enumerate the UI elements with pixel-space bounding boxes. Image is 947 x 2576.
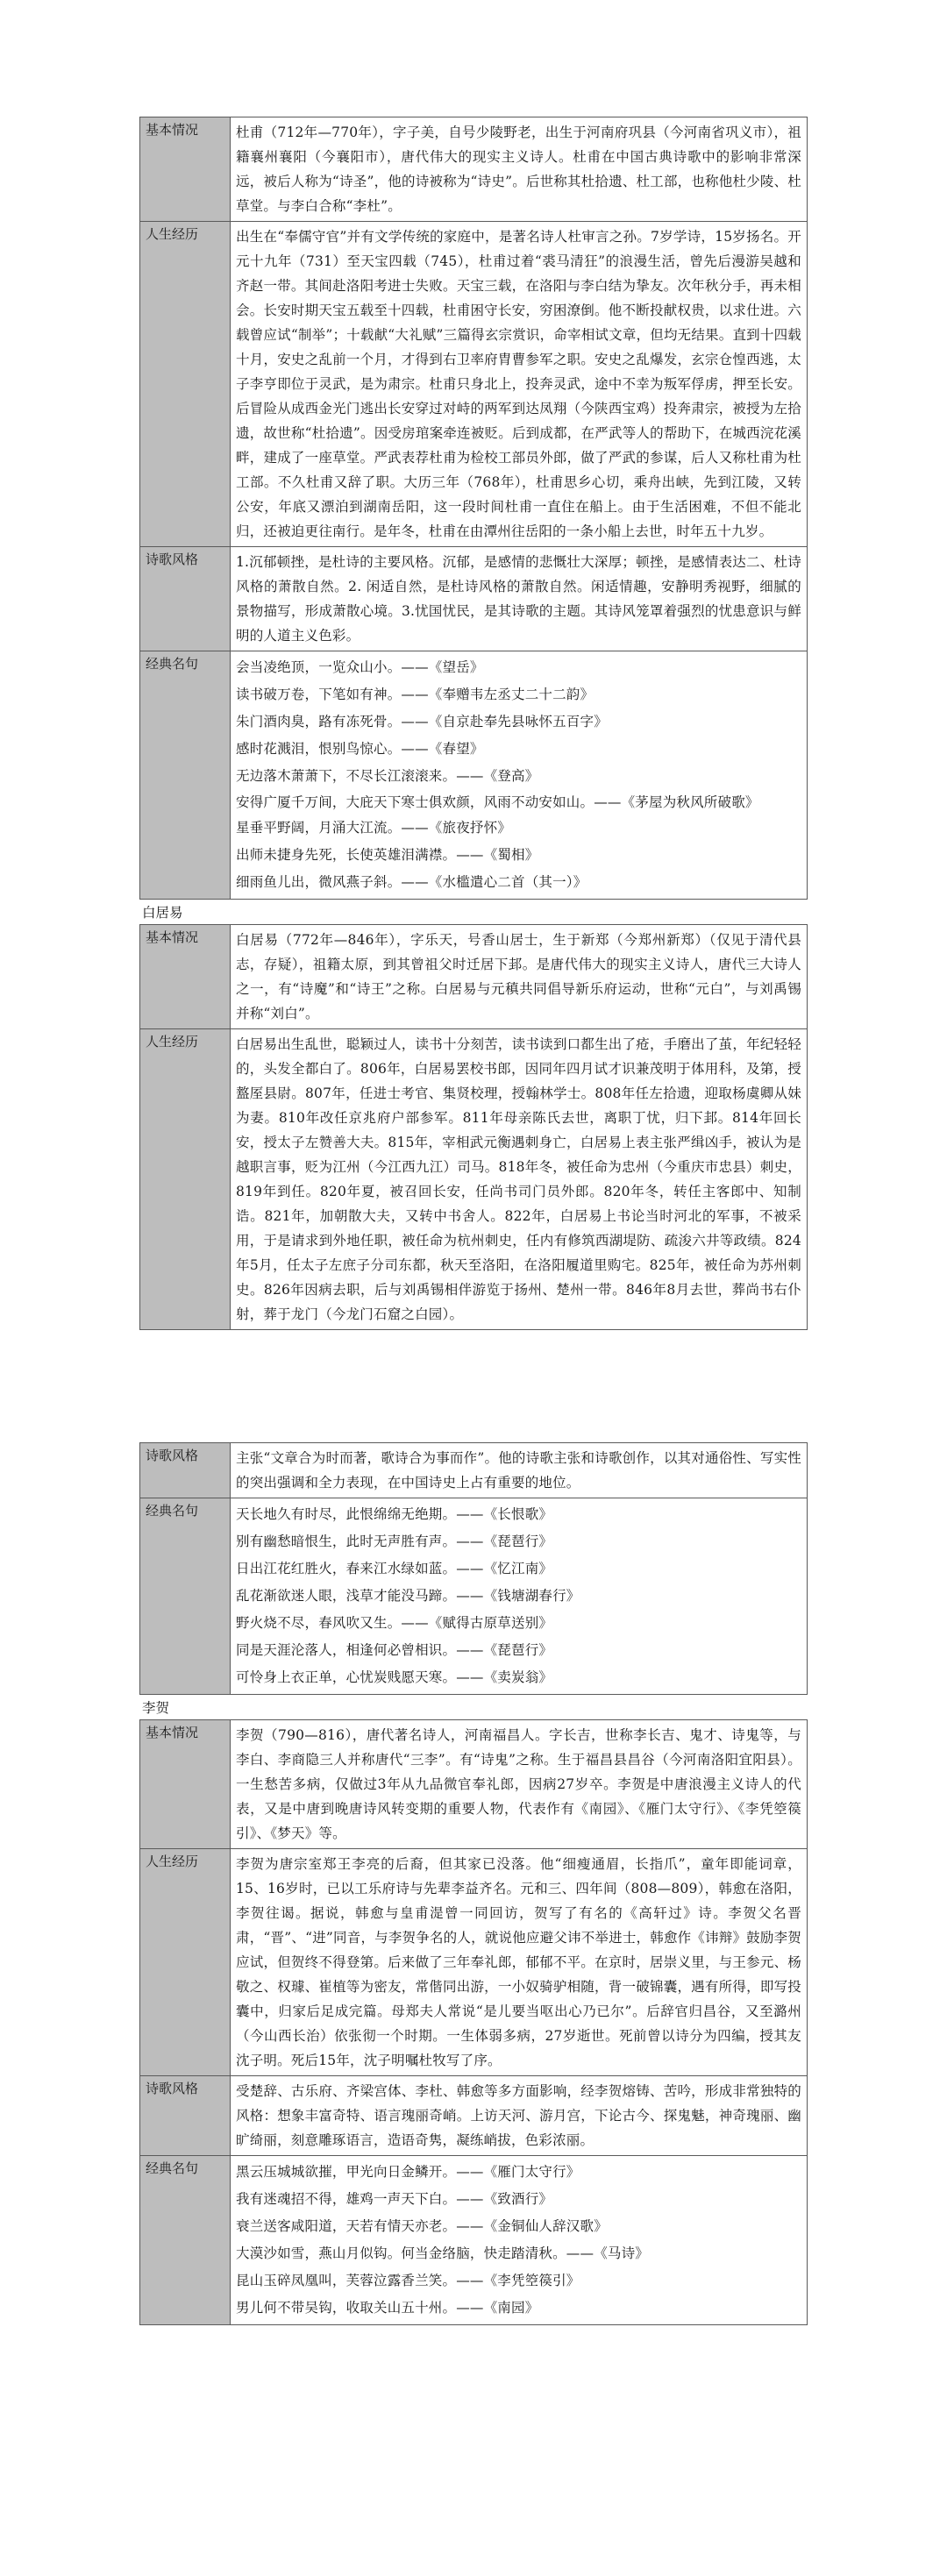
quote-line: 细雨鱼儿出，微风燕子斜。——《水槛遣心二首（其一）》 bbox=[236, 874, 587, 890]
quote-line: 昆山玉碎凤凰叫，芙蓉泣露香兰笑。——《李凭箜篌引》 bbox=[236, 2273, 580, 2288]
row-label: 诗歌风格 bbox=[140, 1443, 231, 1498]
baijuyi-basic-text: 白居易（772年—846年），字乐天，号香山居士，生于新郑（今郑州新郑）（仅见于清代县志，存疑），祖籍太原，到其曾祖父时迁居下邽。是唐代伟大的现实主义诗人，唐代三大诗人之一，有“诗魔”和“诗王”之称。白居易与元稹共同倡导新乐府运动，世称“元白”，与刘禹锡并称“刘白”。 bbox=[231, 925, 808, 1029]
dufu-life-text: 出生在“奉儒守官”并有文学传统的家庭中，是著名诗人杜审言之孙。7岁学诗，15岁扬名。开元十九年（731）至天宝四载（745），杜甫过着“裘马清狂”的浪漫生活，曾先后漫游吴越和齐赵一带。其间赴洛阳考进士失败。天宝三载，在洛阳与李白结为挚友。次年秋分手，再未相会。长安时期天宝五载至十四载，杜甫困守长安，穷困潦倒。他不断投献权贵，以求仕进。六载曾应试“制举”；十载献“大礼赋”三篇得玄宗赏识，命宰相试文章，但均无结果。直到十四载十月，安史之乱前一个月，才得到右卫率府胄曹参军之职。安史之乱爆发，玄宗仓惶西逃，太子李亨即位于灵武，是为肃宗。杜甫只身北上，投奔灵武，途中不幸为叛军俘虏，押至长安。后冒险从成西金光门逃出长安穿过对峙的两军到达凤翔（今陕西宝鸡）投奔肃宗，被授为左拾遗，故世称“杜拾遗”。因受房琯案牵连被贬。后到成都，在严武等人的帮助下，在城西浣花溪畔，建成了一座草堂。严武表荐杜甫为检校工部员外郎，做了严武的参谋，后人又称杜甫为杜工部。不久杜甫又辞了职。大历三年（768年），杜甫思乡心切，乘舟出峡，先到江陵，又转公安，年底又漂泊到湖南岳阳，这一段时间杜甫一直住在船上。由于生活困难，不但不能北归，还被迫更往南行。是年冬，杜甫在由潭州往岳阳的一条小船上去世，时年五十九岁。 bbox=[231, 222, 808, 547]
page-top bbox=[139, 117, 808, 1330]
poet-heading-baijuyi: 白居易 bbox=[142, 905, 183, 921]
lihe-life-text: 李贺为唐宗室郑王李亮的后裔，但其家已没落。他“细瘦通眉，长指爪”，童年即能词章，15、16岁时，已以工乐府诗与先辈李益齐名。元和三、四年间（808—809），韩愈在洛阳，李贺往谒。据说，韩愈与皇甫湜曾一同回访，贺写了有名的《高轩过》诗。李贺父名晋肃，“晋”、“进”同音，与李贺争名的人，就说他应避父讳不举进士，韩愈作《讳辩》鼓励李贺应试，但贺终不得登第。后来做了三年奉礼郎，郁郁不平。在京时，居崇义里，与王参元、杨敬之、权璩、崔植等为密友，常偕同出游，一小奴骑驴相随，背一破锦囊，遇有所得，即写投囊中，归家后足成完篇。母郑夫人常说“是儿要当呕出心乃已尔”。后辞官归昌谷，又至潞州（今山西长治）依张彻一个时期。一生体弱多病，27岁逝世。死前曾以诗分为四编，授其友沈子明。死后15年，沈子明嘱杜牧写了序。 bbox=[231, 1849, 808, 2076]
lihe-style-text: 受楚辞、古乐府、齐梁宫体、李杜、韩愈等多方面影响，经李贺熔铸、苦吟，形成非常独特的风格：想象丰富奇特、语言瑰丽奇峭。上访天河、游月宫，下论古今、探鬼魅，神奇瑰丽、幽旷绮丽，刻意雕琢语言，造语奇隽，凝练峭拔，色彩浓丽。 bbox=[231, 2076, 808, 2156]
dufu-table bbox=[139, 117, 808, 900]
row-label: 人生经历 bbox=[140, 1029, 231, 1330]
table-row bbox=[140, 2156, 808, 2325]
baijuyi-table-continued bbox=[139, 1442, 808, 1695]
table-row bbox=[140, 1443, 808, 1498]
dufu-quotes bbox=[231, 651, 808, 900]
row-label: 诗歌风格 bbox=[140, 2076, 231, 2156]
quote-line: 出师未捷身先死，长使英雄泪满襟。——《蜀相》 bbox=[236, 847, 539, 863]
baijuyi-life-text: 白居易出生乱世，聪颖过人，读书十分刻苦，读书读到口都生出了疮，手磨出了茧，年纪轻轻的，头发全都白了。806年，白居易罢校书郎，因同年四月试才识兼茂明于体用科，及第，授盩厔县尉。807年，任进士考官、集贤校理，授翰林学士。808年任左拾遗，迎取杨虞卿从妹为妻。810年改任京兆府户部参军。811年母亲陈氏去世，离职丁忧，归下邽。814年回长安，授太子左赞善大夫。815年，宰相武元衡遇刺身亡，白居易上表主张严缉凶手，被认为是越职言事，贬为江州（今江西九江）司马。818年冬，被任命为忠州（今重庆市忠县）刺史，819年到任。820年夏，被召回长安，任尚书司门员外郎。820年冬，转任主客郎中、知制诰。821年，加朝散大夫，又转中书舍人。822年，白居易上书论当时河北的军事，不被采用，于是请求到外地任职，被任命为杭州刺史，任内有修筑西湖堤防、疏浚六井等政绩。824年5月，任太子左庶子分司东都，秋天至洛阳，在洛阳履道里购宅。825年，被任命为苏州刺史。826年因病去职，后与刘禹锡相伴游览于扬州、楚州一带。846年8月去世，葬尚书右仆射，葬于龙门（今龙门石窟之白园）。 bbox=[231, 1029, 808, 1330]
row-label: 人生经历 bbox=[140, 1849, 231, 2076]
quote-line: 读书破万卷，下笔如有神。——《奉赠韦左丞丈二十二韵》 bbox=[236, 687, 595, 702]
quote-line: 衰兰送客咸阳道，天若有情天亦老。——《金铜仙人辞汉歌》 bbox=[236, 2218, 608, 2234]
row-label: 经典名句 bbox=[140, 2156, 231, 2325]
quote-line: 无边落木萧萧下，不尽长江滚滚来。——《登高》 bbox=[236, 768, 539, 784]
lihe-quotes bbox=[231, 2156, 808, 2325]
quote-line: 男儿何不带吴钩，收取关山五十州。——《南园》 bbox=[236, 2300, 539, 2316]
quote-line: 星垂平野阔，月涌大江流。——《旅夜抒怀》 bbox=[236, 820, 512, 836]
row-label: 人生经历 bbox=[140, 222, 231, 547]
quote-line: 感时花溅泪，恨别鸟惊心。——《春望》 bbox=[236, 741, 484, 757]
quote-line: 天长地久有时尽，此恨绵绵无绝期。——《长恨歌》 bbox=[236, 1506, 553, 1522]
quote-line: 乱花渐欲迷人眼，浅草才能没马蹄。——《钱塘湖春行》 bbox=[236, 1588, 580, 1604]
table-row bbox=[140, 651, 808, 900]
quote-line: 别有幽愁暗恨生，此时无声胜有声。——《琵琶行》 bbox=[236, 1534, 553, 1549]
lihe-basic-text: 李贺（790—816），唐代著名诗人，河南福昌人。字长吉，世称李长吉、鬼才、诗鬼等，与李白、李商隐三人并称唐代“三李”。有“诗鬼”之称。生于福昌县昌谷（今河南洛阳宜阳县）。一生愁苦多病，仅做过3年从九品微官奉礼郎，因病27岁卒。李贺是中唐浪漫主义诗人的代表，又是中唐到晚唐诗风转变期的重要人物，代表作有《南园》、《雁门太守行》、《李凭箜篌引》、《梦天》等。 bbox=[231, 1720, 808, 1849]
page-bottom bbox=[139, 1442, 808, 2325]
table-row bbox=[140, 117, 808, 222]
quote-line: 我有迷魂招不得，雄鸡一声天下白。——《致酒行》 bbox=[236, 2191, 553, 2207]
table-row bbox=[140, 1498, 808, 1695]
quote-line: 可怜身上衣正单，心忧炭贱愿天寒。——《卖炭翁》 bbox=[236, 1669, 553, 1685]
quote-line: 黑云压城城欲摧，甲光向日金鳞开。——《雁门太守行》 bbox=[236, 2164, 580, 2180]
table-row bbox=[140, 2076, 808, 2156]
quote-line: 朱门酒肉臭，路有冻死骨。——《自京赴奉先县咏怀五百字》 bbox=[236, 714, 608, 729]
row-label: 经典名句 bbox=[140, 1498, 231, 1695]
dufu-style-text: 1.沉郁顿挫，是杜诗的主要风格。沉郁，是感情的悲慨壮大深厚；顿挫，是感情表达二、杜诗风格的萧散自然。2. 闲适自然，是杜诗风格的萧散自然。闲适情趣，安静明秀视野，细腻的景物描写，形成萧散心境。3.忧国忧民，是其诗歌的主题。其诗风笼罩着强烈的忧患意识与鲜明的人道主义色彩。 bbox=[231, 547, 808, 651]
quote-line: 安得广厦千万间，大庇天下寒士俱欢颜，风雨不动安如山。——《茅屋为秋风所破歌》 bbox=[236, 794, 759, 810]
row-label: 经典名句 bbox=[140, 651, 231, 900]
row-label: 基本情况 bbox=[140, 117, 231, 222]
table-row bbox=[140, 1720, 808, 1849]
table-row bbox=[140, 1849, 808, 2076]
table-row bbox=[140, 1029, 808, 1330]
row-label: 基本情况 bbox=[140, 925, 231, 1029]
poet-heading-lihe: 李贺 bbox=[142, 1700, 170, 1716]
lihe-table bbox=[139, 1719, 808, 2325]
table-row bbox=[140, 547, 808, 651]
quote-line: 野火烧不尽，春风吹又生。——《赋得古原草送别》 bbox=[236, 1615, 553, 1631]
quote-line: 会当凌绝顶，一览众山小。——《望岳》 bbox=[236, 659, 484, 675]
baijuyi-table bbox=[139, 924, 808, 1330]
quote-line: 大漠沙如雪，燕山月似钩。何当金络脑，快走踏清秋。——《马诗》 bbox=[236, 2245, 650, 2261]
quote-line: 同是天涯沦落人，相逢何必曾相识。——《琵琶行》 bbox=[236, 1642, 553, 1658]
row-label: 基本情况 bbox=[140, 1720, 231, 1849]
baijuyi-quotes bbox=[231, 1498, 808, 1695]
baijuyi-style-text: 主张“文章合为时而著，歌诗合为事而作”。他的诗歌主张和诗歌创作，以其对通俗性、写实性的突出强调和全力表现，在中国诗史上占有重要的地位。 bbox=[231, 1443, 808, 1498]
table-row bbox=[140, 925, 808, 1029]
quote-line: 日出江花红胜火，春来江水绿如蓝。——《忆江南》 bbox=[236, 1561, 553, 1576]
row-label: 诗歌风格 bbox=[140, 547, 231, 651]
table-row bbox=[140, 222, 808, 547]
dufu-basic-text: 杜甫（712年—770年），字子美，自号少陵野老，出生于河南府巩县（今河南省巩义市），祖籍襄州襄阳（今襄阳市），唐代伟大的现实主义诗人。杜甫在中国古典诗歌中的影响非常深远，被后人称为“诗圣”，他的诗被称为“诗史”。后世称其杜拾遗、杜工部，也称他杜少陵、杜草堂。与李白合称“李杜”。 bbox=[231, 117, 808, 222]
